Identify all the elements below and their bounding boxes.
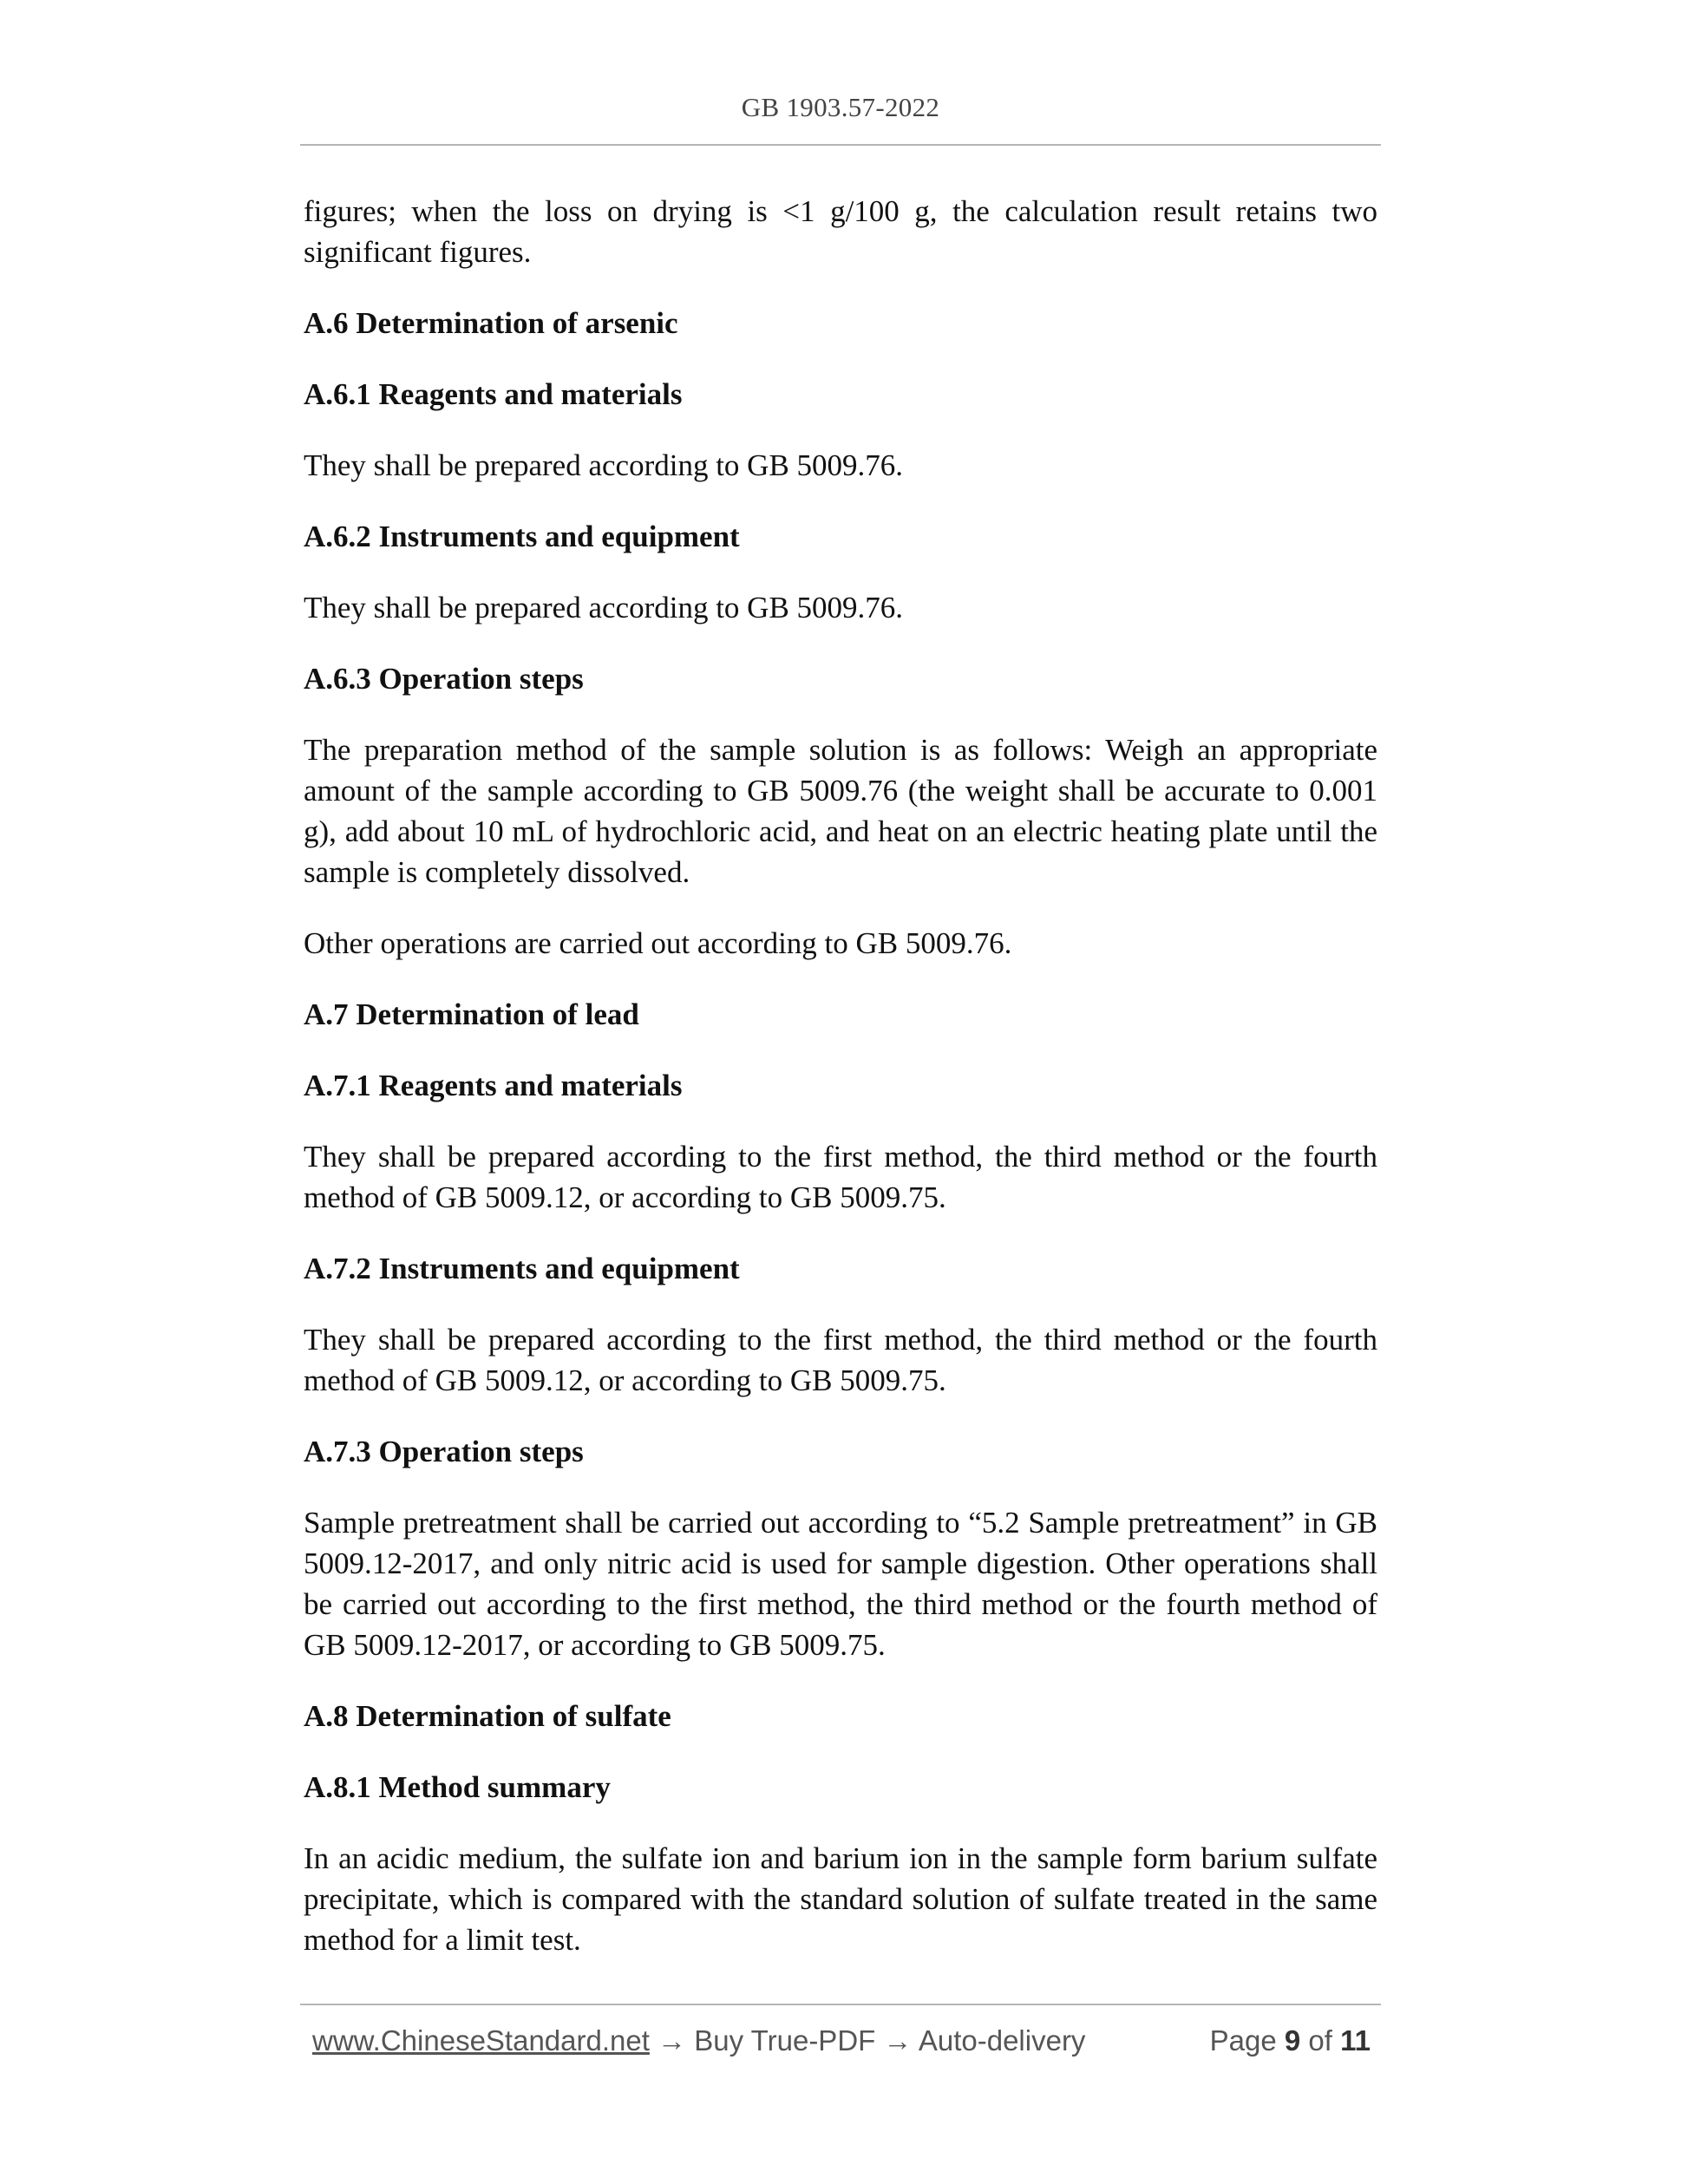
footer-rule bbox=[300, 2004, 1381, 2005]
subsection-heading: A.7.1 Reagents and materials bbox=[304, 1069, 683, 1102]
page-header-title: GB 1903.57-2022 bbox=[741, 92, 940, 122]
body-paragraph: Other operations are carried out according to GB 5009.76. bbox=[304, 926, 1012, 960]
arrow-right-icon: → bbox=[883, 2024, 913, 2056]
document-body bbox=[304, 191, 1377, 1960]
body-paragraph: They shall be prepared according to the first method, the third method or the fourth method of GB 5009.12, or according to GB 5009.75. bbox=[304, 1140, 1377, 1214]
website-link[interactable]: www.ChineseStandard.net bbox=[312, 2024, 650, 2056]
body-paragraph: figures; when the loss on drying is <1 g/100 g, the calculation result retains two significant figures. bbox=[304, 194, 1377, 269]
page-number bbox=[1210, 2024, 1371, 2057]
body-paragraph: They shall be prepared according to GB 5009.76. bbox=[304, 591, 904, 624]
buy-pdf-text: Buy True-PDF bbox=[694, 2024, 876, 2056]
body-paragraph: Sample pretreatment shall be carried out according to “5.2 Sample pretreatment” in GB 5009.12-2017, and only nitric acid is used for sample digestion. Other operations shall be carried out according to the first method, the third method or the fourth method of GB 5009.12-2017, or according to GB 5009.75. bbox=[304, 1506, 1377, 1662]
header-rule bbox=[300, 144, 1381, 146]
subsection-heading: A.8.1 Method summary bbox=[304, 1770, 611, 1804]
subsection-heading: A.7.2 Instruments and equipment bbox=[304, 1252, 740, 1285]
section-heading: A.6 Determination of arsenic bbox=[304, 306, 678, 340]
body-paragraph: They shall be prepared according to the first method, the third method or the fourth method of GB 5009.12, or according to GB 5009.75. bbox=[304, 1323, 1377, 1397]
body-paragraph: The preparation method of the sample solution is as follows: Weigh an appropriate amount of the sample according to GB 5009.76 (the weight shall be accurate to 0.001 g), add about 10 mL of hydrochloric acid, and heat on an electric heating plate until the sample is completely dissolved. bbox=[304, 733, 1377, 889]
subsection-heading: A.6.3 Operation steps bbox=[304, 662, 584, 696]
section-heading: A.7 Determination of lead bbox=[304, 997, 639, 1031]
page-total: 11 bbox=[1340, 2024, 1371, 2056]
section-heading: A.8 Determination of sulfate bbox=[304, 1699, 671, 1733]
subsection-heading: A.6.2 Instruments and equipment bbox=[304, 520, 740, 553]
page-label: Page bbox=[1209, 2024, 1277, 2056]
subsection-heading: A.6.1 Reagents and materials bbox=[304, 377, 683, 411]
auto-delivery-text: Auto-delivery bbox=[918, 2024, 1086, 2056]
body-paragraph: In an acidic medium, the sulfate ion and barium ion in the sample form barium sulfate precipitate, which is compared with the standard solution of sulfate treated in the same method for a limit test. bbox=[304, 1841, 1377, 1957]
footer-promo bbox=[312, 2024, 1085, 2057]
arrow-right-icon: → bbox=[658, 2024, 687, 2056]
page-current: 9 bbox=[1284, 2024, 1301, 2056]
body-paragraph: They shall be prepared according to GB 5009.76. bbox=[304, 448, 904, 482]
subsection-heading: A.7.3 Operation steps bbox=[304, 1435, 584, 1468]
of-label: of bbox=[1308, 2024, 1332, 2056]
